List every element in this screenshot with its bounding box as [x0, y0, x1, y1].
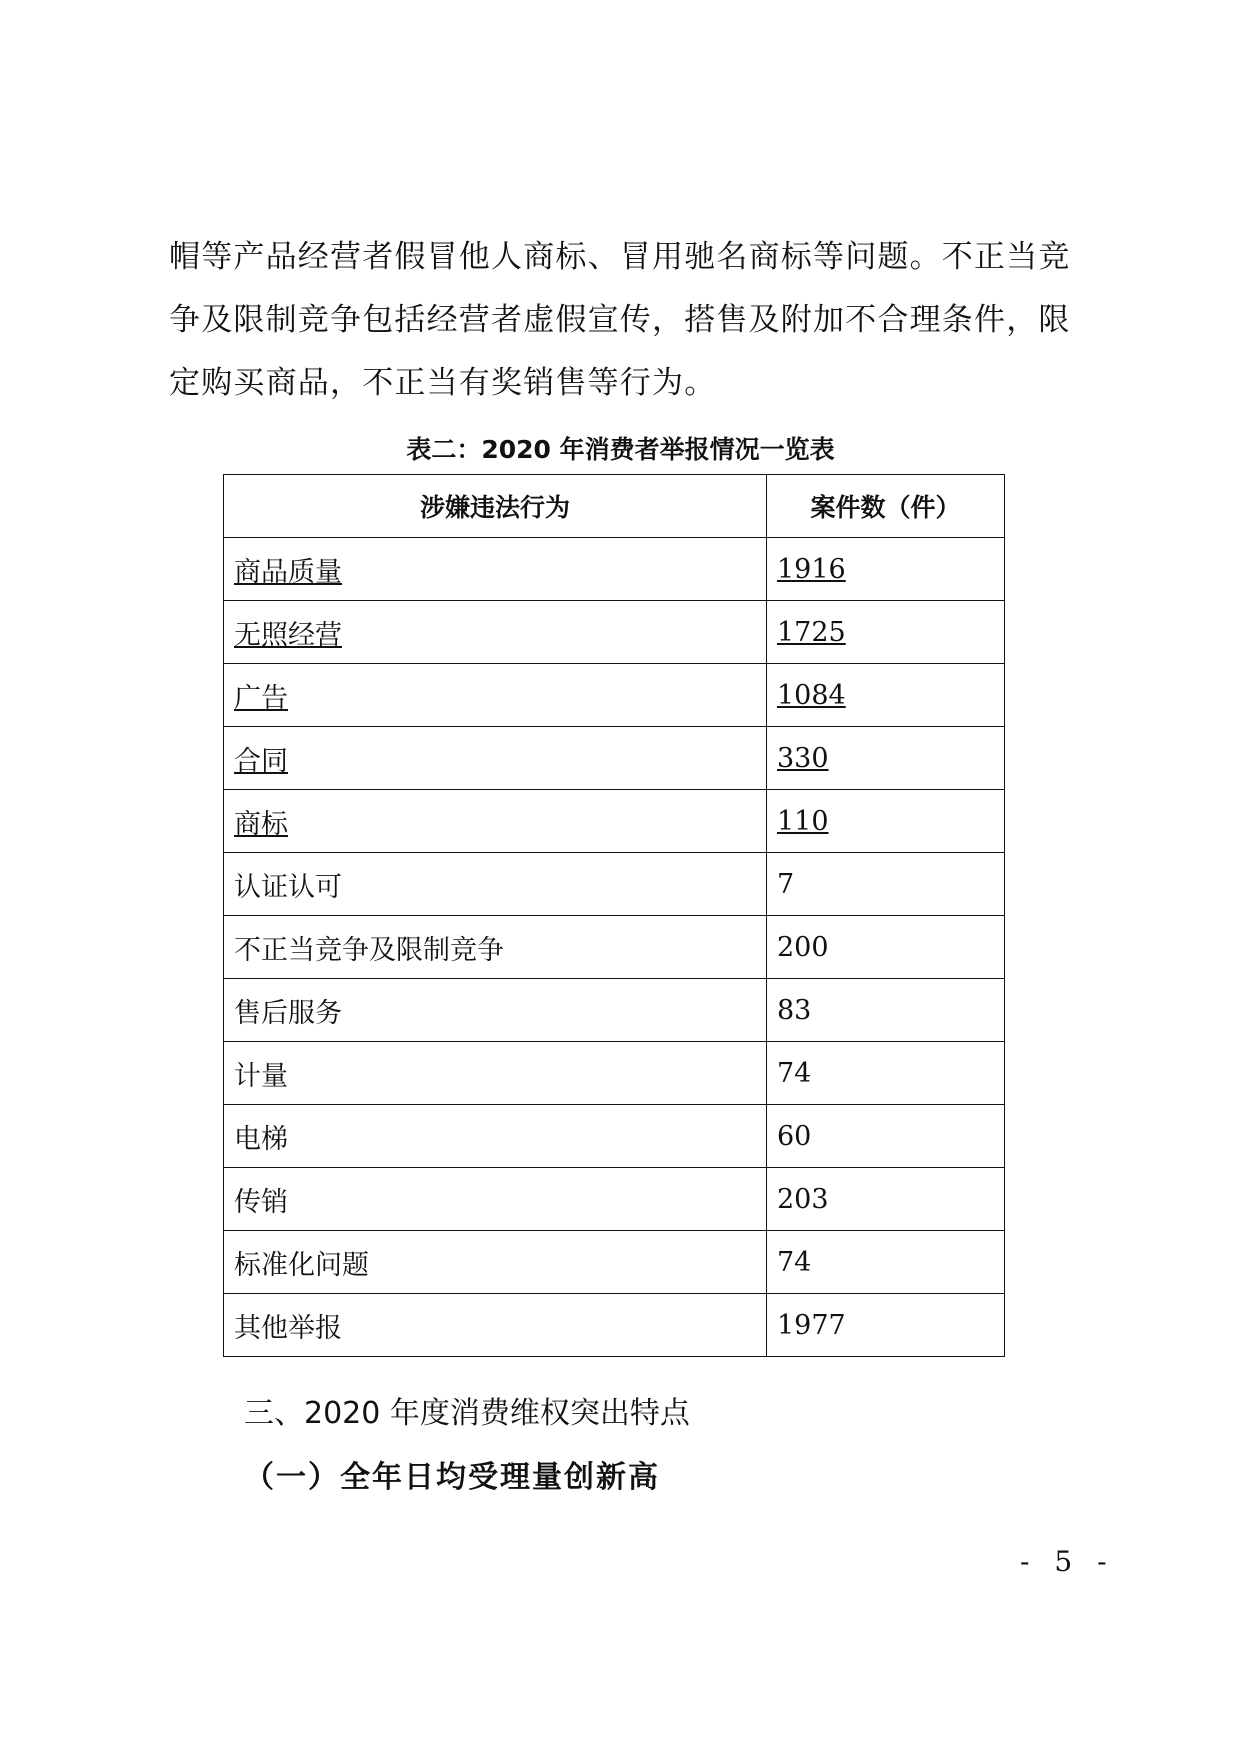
count-cell-container: [767, 727, 1005, 790]
count-cell-container: [767, 979, 1005, 1042]
count-cell: 330: [777, 742, 829, 774]
report-table: [223, 474, 1005, 1357]
behavior-cell: 合同: [234, 745, 288, 777]
behavior-cell: 商品质量: [234, 556, 342, 588]
section-heading: 三、2020 年度消费维权突出特点: [244, 1396, 690, 1431]
table-row: [224, 1231, 1005, 1294]
table-caption: 表二：2020 年消费者举报情况一览表: [406, 435, 835, 464]
behavior-cell-container: [224, 1294, 767, 1357]
behavior-cell-container: [224, 916, 767, 979]
table-row: [224, 979, 1005, 1042]
count-cell-container: [767, 1168, 1005, 1231]
table-row: [224, 727, 1005, 790]
subsection-heading: （一）全年日均受理量创新高: [244, 1460, 660, 1495]
table-row: [224, 1042, 1005, 1105]
behavior-cell: 不正当竞争及限制竞争: [234, 934, 504, 966]
behavior-cell-container: [224, 1168, 767, 1231]
behavior-cell: 认证认可: [234, 871, 342, 903]
table-row: [224, 1294, 1005, 1357]
count-cell-container: [767, 790, 1005, 853]
count-cell-container: [767, 664, 1005, 727]
behavior-cell: 无照经营: [234, 619, 342, 651]
count-cell: 200: [777, 931, 829, 963]
count-cell-container: [767, 1042, 1005, 1105]
count-cell: 60: [777, 1120, 812, 1152]
table-row: [224, 790, 1005, 853]
count-cell: 74: [777, 1057, 812, 1089]
header-count: 案件数（件）: [767, 475, 1005, 538]
behavior-cell-container: [224, 979, 767, 1042]
count-cell: 203: [777, 1183, 829, 1215]
behavior-cell-container: [224, 538, 767, 601]
behavior-cell-container: [224, 601, 767, 664]
count-cell-container: [767, 1231, 1005, 1294]
table-row: [224, 916, 1005, 979]
behavior-cell-container: [224, 727, 767, 790]
behavior-cell: 商标: [234, 808, 288, 840]
count-cell: 1725: [777, 616, 846, 648]
behavior-cell: 电梯: [234, 1123, 288, 1155]
count-cell: 110: [777, 805, 829, 837]
count-cell: 1977: [777, 1309, 846, 1341]
behavior-cell: 广告: [234, 682, 288, 714]
behavior-cell-container: [224, 1105, 767, 1168]
count-cell-container: [767, 916, 1005, 979]
behavior-cell: 标准化问题: [234, 1249, 369, 1281]
paragraph-line: 帽等产品经营者假冒他人商标、冒用驰名商标等问题。不正当竞: [169, 239, 1071, 275]
table-row: [224, 853, 1005, 916]
header-behavior: 涉嫌违法行为: [224, 475, 767, 538]
behavior-cell: 传销: [234, 1186, 288, 1218]
count-cell: 1916: [777, 553, 846, 585]
count-cell-container: [767, 1294, 1005, 1357]
paragraph-line: 定购买商品，不正当有奖销售等行为。: [169, 365, 717, 401]
count-cell-container: [767, 853, 1005, 916]
count-cell: 74: [777, 1246, 812, 1278]
behavior-cell-container: [224, 790, 767, 853]
count-cell: 7: [777, 868, 795, 900]
count-cell-container: [767, 601, 1005, 664]
table-header-row: [224, 475, 1005, 538]
table-row: [224, 601, 1005, 664]
table-row: [224, 538, 1005, 601]
behavior-cell: 其他举报: [234, 1312, 342, 1344]
paragraph-line: 争及限制竞争包括经营者虚假宣传，搭售及附加不合理条件，限: [169, 302, 1071, 338]
table-row: [224, 664, 1005, 727]
table-row: [224, 1168, 1005, 1231]
table-row: [224, 1105, 1005, 1168]
count-cell-container: [767, 1105, 1005, 1168]
body-paragraph: [169, 226, 1099, 415]
count-cell: 83: [777, 994, 812, 1026]
behavior-cell: 计量: [234, 1060, 288, 1092]
count-cell: 1084: [777, 679, 846, 711]
behavior-cell: 售后服务: [234, 997, 342, 1029]
count-cell-container: [767, 538, 1005, 601]
behavior-cell-container: [224, 1231, 767, 1294]
behavior-cell-container: [224, 664, 767, 727]
behavior-cell-container: [224, 1042, 767, 1105]
behavior-cell-container: [224, 853, 767, 916]
page-number: - 5 -: [1020, 1545, 1115, 1578]
